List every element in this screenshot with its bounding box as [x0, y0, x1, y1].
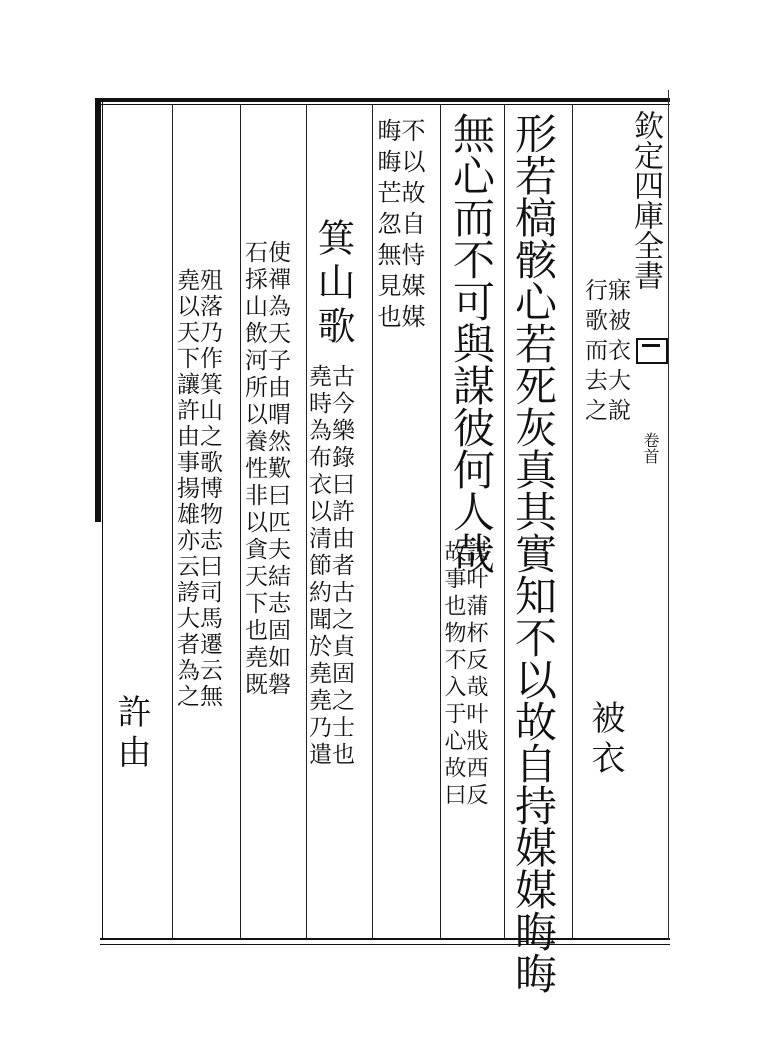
column-divider: [440, 104, 441, 938]
annotation-column: 使禪為天子由喟然歎曰匹夫結志固如磐 石採山飲河所以養性非以貪天下也堯既: [241, 240, 290, 699]
column-divider: [572, 104, 573, 938]
bottom-border-rule: [100, 938, 670, 940]
section-heading-xu-you: 許由: [111, 694, 151, 774]
left-border-rule: [102, 98, 103, 940]
note-column: 寐被衣大說 行歌而去之: [581, 278, 630, 428]
annotation-column: 殂落乃作箕山之歌博物志曰司馬遷云無 堯以天下讓許由事揚雄亦云誇大者為之: [173, 268, 222, 710]
section-heading-ji-shan-ge: 箕山歌: [311, 218, 355, 350]
bottom-border-inner-rule: [100, 944, 670, 945]
annotation-column: 謀叶蒲杯反哉叶戕西反 故事也物不入于心故曰: [441, 540, 488, 810]
top-border-inner-rule: [100, 104, 670, 105]
column-divider: [504, 104, 505, 938]
main-text-column: 無心而不可與謀彼何人哉: [447, 112, 496, 574]
fishtail-mark: [636, 338, 668, 364]
annotation-column: 不以故自恃媒媒 晦晦芒忽無見也: [373, 118, 425, 335]
spine-divider-rule: [668, 90, 669, 940]
main-text-column: 形若槁骸心若死灰真其實知不以故自持媒媒晦晦: [509, 112, 558, 994]
top-border-rule: [100, 98, 670, 102]
volume-note: 卷首: [641, 432, 660, 464]
book-title-spine: 欽定四庫全書: [628, 110, 663, 290]
section-heading-bei-yi: 被衣: [585, 700, 625, 780]
annotation-column: 古今樂錄曰許由者古之貞固之士也 堯時為布衣以清節約聞於堯堯乃遣: [305, 364, 354, 769]
left-border-thick-rule: [95, 98, 101, 522]
